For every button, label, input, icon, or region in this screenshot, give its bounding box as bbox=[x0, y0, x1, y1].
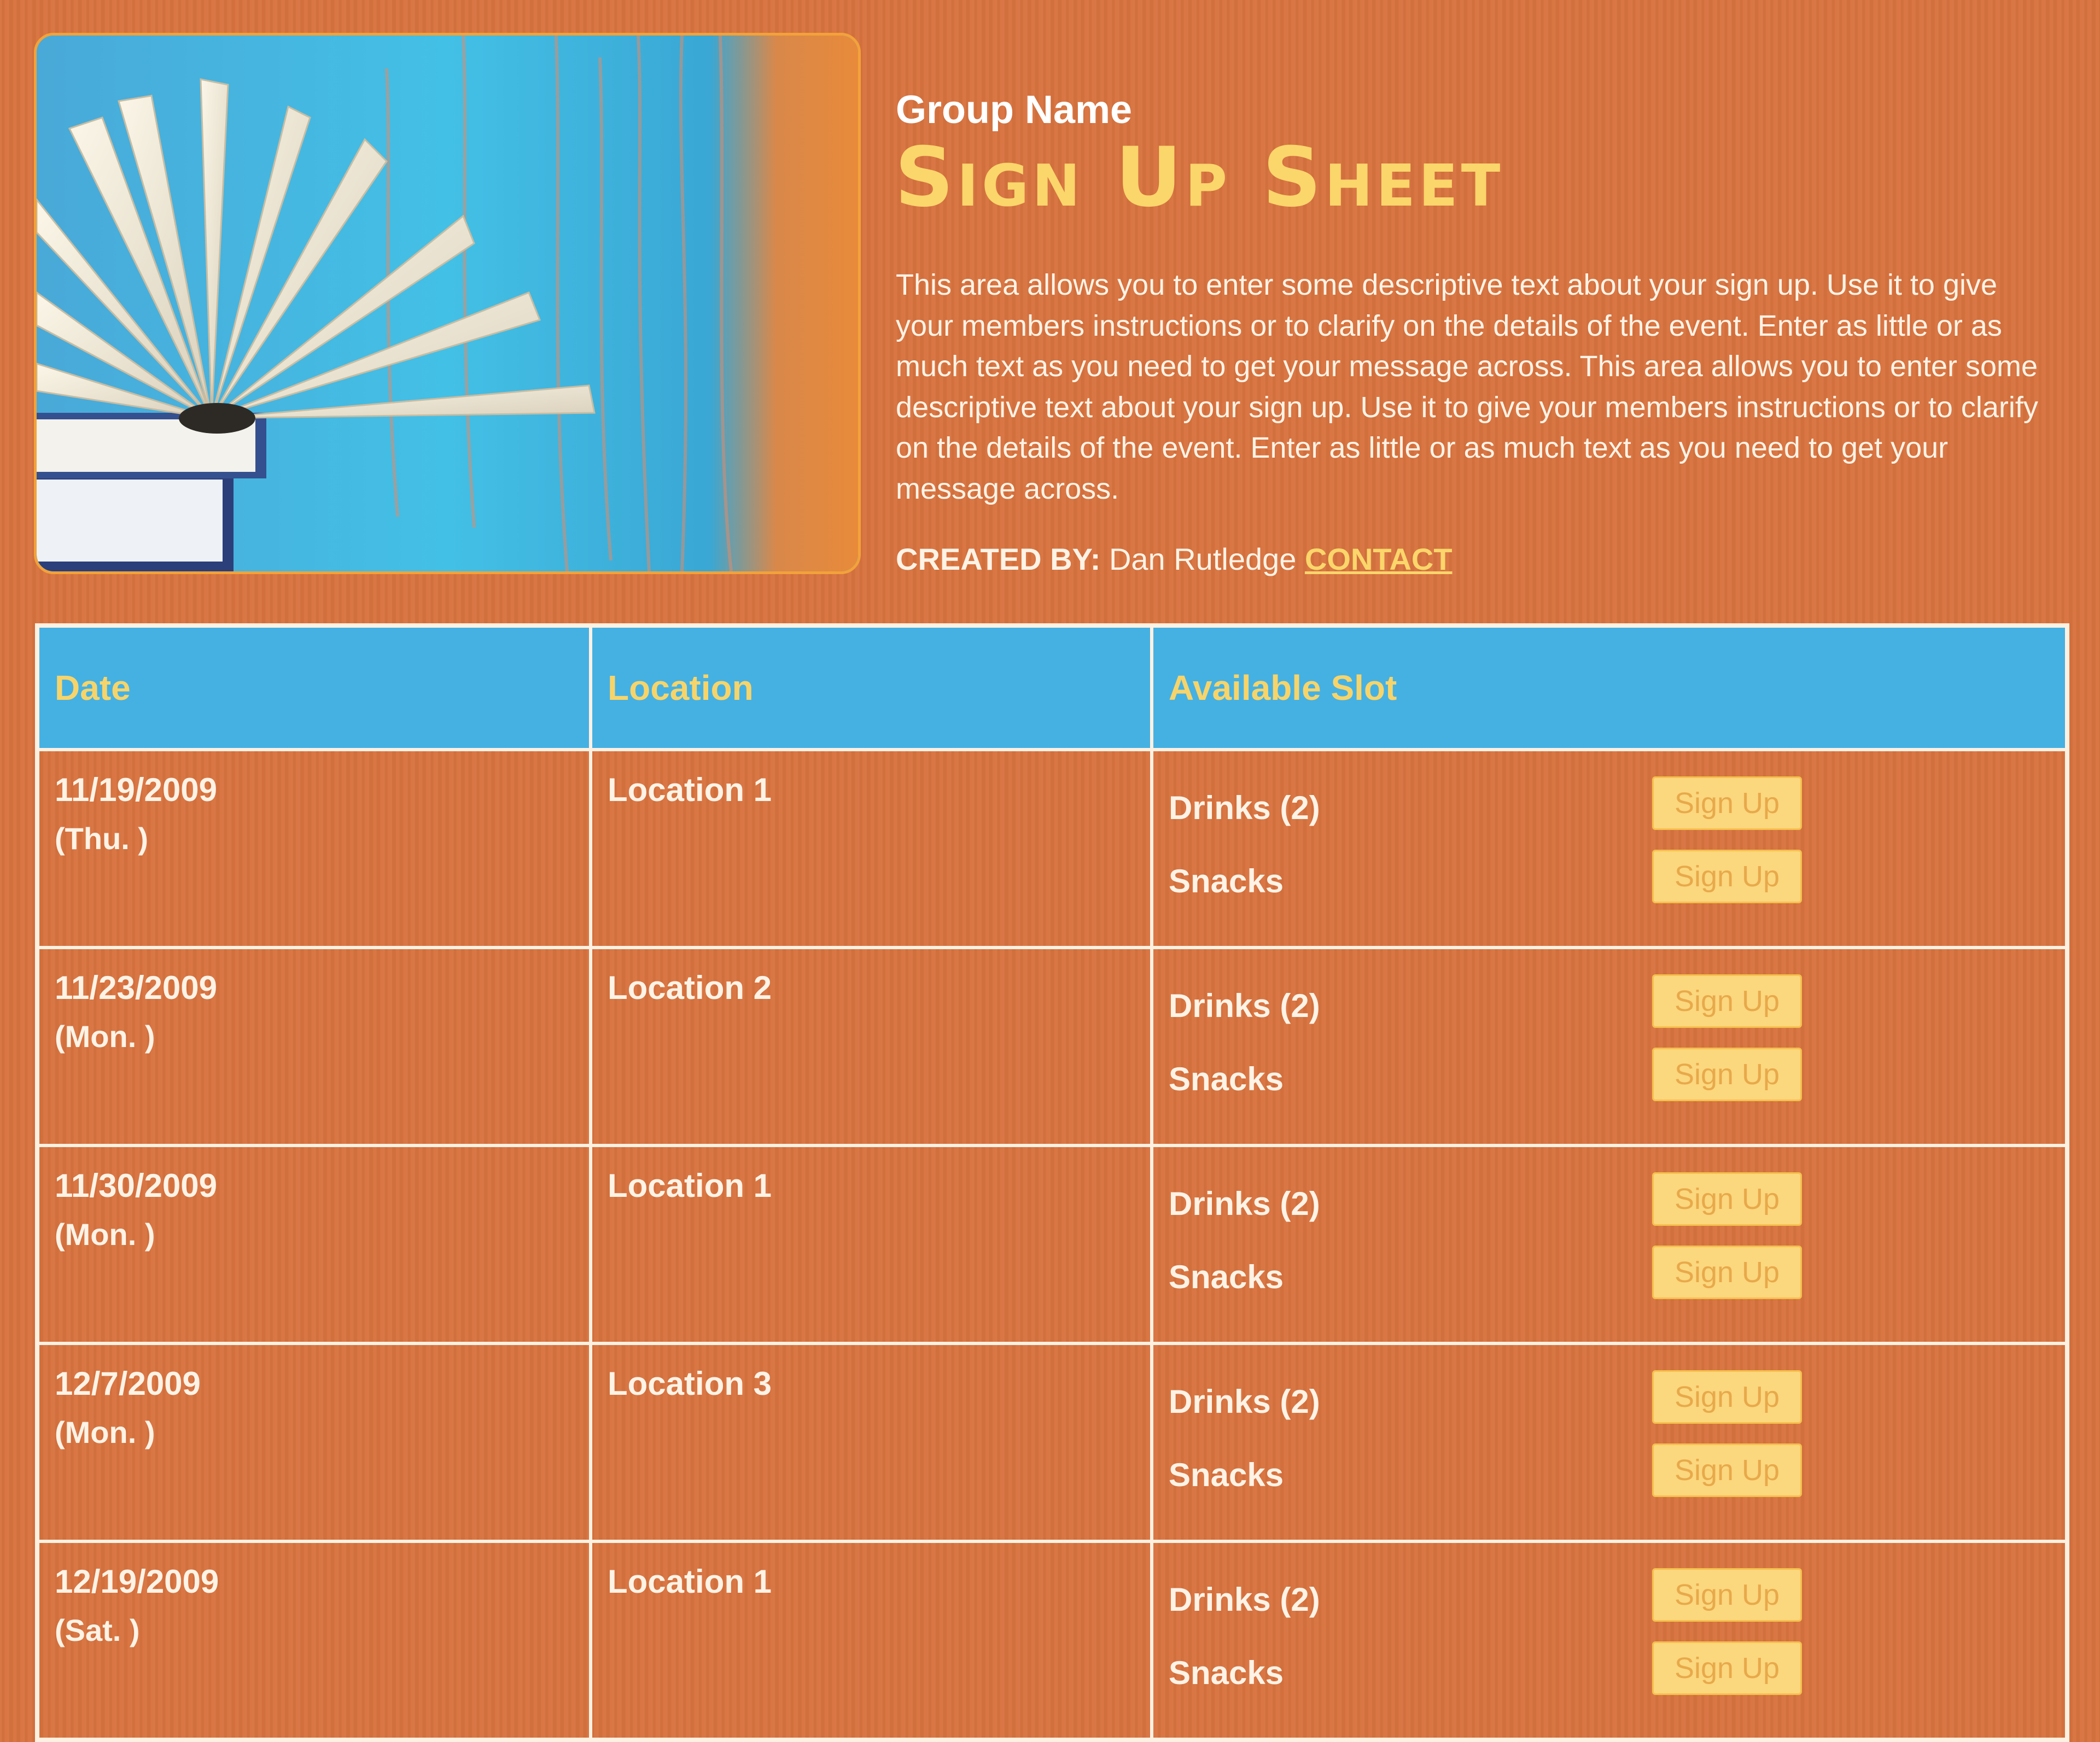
slot-name: Drinks (2) bbox=[1169, 1185, 1320, 1222]
sign-up-button[interactable]: Sign Up bbox=[1652, 1048, 1802, 1101]
open-book-icon bbox=[37, 36, 858, 571]
header-image bbox=[34, 33, 861, 574]
location-cell: Location 1 bbox=[591, 750, 1152, 948]
slot-cell bbox=[1152, 1145, 2067, 1343]
slot-name: Drinks (2) bbox=[1169, 987, 1320, 1024]
creator-name: Dan Rutledge bbox=[1109, 542, 1297, 576]
slot-item bbox=[1169, 1438, 2065, 1511]
date-cell bbox=[37, 1541, 591, 1740]
slot-cell bbox=[1152, 1541, 2067, 1740]
created-by-label: CREATED BY: bbox=[896, 542, 1101, 576]
sign-up-button[interactable]: Sign Up bbox=[1652, 1568, 1802, 1622]
signup-table bbox=[35, 623, 2069, 1742]
slot-name: Drinks (2) bbox=[1169, 1581, 1320, 1618]
day-of-week: (Mon. ) bbox=[55, 1217, 155, 1252]
slot-name: Snacks bbox=[1169, 1654, 1284, 1691]
slot-item bbox=[1169, 1365, 2065, 1438]
day-of-week: (Sat. ) bbox=[55, 1613, 140, 1647]
slot-name: Drinks (2) bbox=[1169, 789, 1320, 826]
table-row bbox=[37, 1145, 2067, 1343]
date-cell bbox=[37, 948, 591, 1145]
location-cell: Location 1 bbox=[591, 1145, 1152, 1343]
slot-name: Snacks bbox=[1169, 1060, 1284, 1097]
sign-up-button[interactable]: Sign Up bbox=[1652, 1172, 1802, 1226]
location-cell: Location 2 bbox=[591, 948, 1152, 1145]
day-of-week: (Thu. ) bbox=[55, 821, 149, 856]
page-title: Sign Up Sheet bbox=[895, 130, 1504, 225]
table-row bbox=[37, 1343, 2067, 1541]
sign-up-button[interactable]: Sign Up bbox=[1652, 974, 1802, 1028]
date-cell bbox=[37, 750, 591, 948]
slot-item bbox=[1169, 844, 2065, 917]
date-text: 11/30/2009 bbox=[55, 1167, 217, 1204]
sign-up-button[interactable]: Sign Up bbox=[1652, 776, 1802, 830]
column-header-date: Date bbox=[37, 626, 591, 750]
sign-up-button[interactable]: Sign Up bbox=[1652, 1443, 1802, 1497]
sign-up-button[interactable]: Sign Up bbox=[1652, 850, 1802, 903]
day-of-week: (Mon. ) bbox=[55, 1415, 155, 1449]
date-text: 12/19/2009 bbox=[55, 1563, 219, 1600]
sign-up-button[interactable]: Sign Up bbox=[1652, 1246, 1802, 1299]
date-cell bbox=[37, 1145, 591, 1343]
slot-item bbox=[1169, 1042, 2065, 1115]
slot-name: Drinks (2) bbox=[1169, 1383, 1320, 1420]
column-header-location: Location bbox=[591, 626, 1152, 750]
column-header-available-slot: Available Slot bbox=[1152, 626, 2067, 750]
description-text: This area allows you to enter some descriptive text about your sign up. Use it to give your members instructions or to clarify on the details of the event. Enter as little or as much text as you need to get your message across. This area allows you to enter some descriptive text about your sign up. Use it to give your members instructions or to clarify on the details of the event. Enter as little or as much text as you need to get your message across. bbox=[896, 268, 2038, 505]
sign-up-button[interactable]: Sign Up bbox=[1652, 1641, 1802, 1695]
table-row bbox=[37, 948, 2067, 1145]
slot-item bbox=[1169, 1167, 2065, 1240]
location-cell: Location 1 bbox=[591, 1541, 1152, 1740]
location-cell: Location 3 bbox=[591, 1343, 1152, 1541]
slot-name: Snacks bbox=[1169, 1258, 1284, 1295]
slot-name: Snacks bbox=[1169, 1456, 1284, 1493]
date-text: 12/7/2009 bbox=[55, 1365, 201, 1402]
slot-cell bbox=[1152, 948, 2067, 1145]
table-header-row bbox=[37, 626, 2067, 750]
table-row bbox=[37, 750, 2067, 948]
slot-item bbox=[1169, 1240, 2065, 1313]
sign-up-button[interactable]: Sign Up bbox=[1652, 1370, 1802, 1424]
slot-item bbox=[1169, 1563, 2065, 1636]
date-cell bbox=[37, 1343, 591, 1541]
table-row bbox=[37, 1541, 2067, 1740]
day-of-week: (Mon. ) bbox=[55, 1019, 155, 1054]
contact-link[interactable]: CONTACT bbox=[1304, 542, 1452, 576]
slot-cell bbox=[1152, 750, 2067, 948]
creator-line bbox=[896, 541, 1452, 577]
slot-item bbox=[1169, 1636, 2065, 1709]
group-name: Group Name bbox=[896, 88, 1133, 132]
date-text: 11/19/2009 bbox=[55, 771, 217, 808]
date-text: 11/23/2009 bbox=[55, 969, 217, 1006]
slot-item bbox=[1169, 969, 2065, 1042]
slot-item bbox=[1169, 771, 2065, 844]
slot-name: Snacks bbox=[1169, 862, 1284, 899]
slot-cell bbox=[1152, 1343, 2067, 1541]
